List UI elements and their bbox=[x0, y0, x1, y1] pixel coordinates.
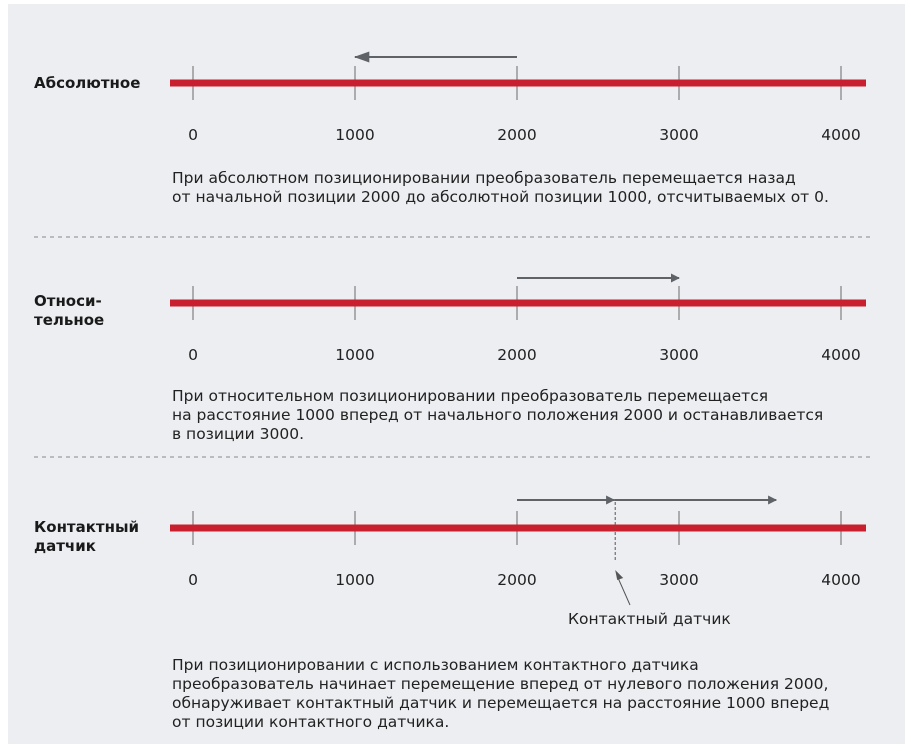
section-label-line: тельное bbox=[34, 311, 105, 329]
description-line: в позиции 3000. bbox=[172, 425, 304, 443]
tick-label: 2000 bbox=[497, 126, 537, 144]
sensor-callout-arrowhead bbox=[615, 570, 623, 580]
description-line: от начальной позиции 2000 до абсолютной позиции 1000, отсчитываемых от 0. bbox=[172, 188, 829, 206]
tick-label: 4000 bbox=[821, 126, 861, 144]
description-line: При относительном позиционировании преобразователь перемещается bbox=[172, 387, 769, 405]
tick-label: 3000 bbox=[659, 346, 699, 364]
description-line: на расстояние 1000 вперед от начального положения 2000 и останавливается bbox=[172, 406, 824, 424]
tick-label: 3000 bbox=[659, 126, 699, 144]
sensor-callout-label: Контактный датчик bbox=[568, 610, 731, 628]
tick-label: 0 bbox=[188, 126, 198, 144]
tick-label: 0 bbox=[188, 346, 198, 364]
description-line: При абсолютном позиционировании преобразователь перемещается назад bbox=[172, 169, 796, 187]
tick-label: 1000 bbox=[335, 126, 375, 144]
tick-label: 4000 bbox=[821, 571, 861, 589]
section-label-line: Абсолютное bbox=[34, 74, 141, 92]
description-line: от позиции контактного датчика. bbox=[172, 713, 450, 731]
tick-label: 3000 bbox=[659, 571, 699, 589]
description-line: обнаруживает контактный датчик и перемещается на расстояние 1000 вперед bbox=[172, 694, 830, 712]
description-relative bbox=[172, 387, 823, 444]
description-touch-sensor bbox=[172, 656, 829, 732]
section-label-absolute bbox=[34, 74, 140, 93]
tick-label: 1000 bbox=[335, 571, 375, 589]
tick-label: 4000 bbox=[821, 346, 861, 364]
tick-label: 1000 bbox=[335, 346, 375, 364]
section-label-line: Контактный bbox=[34, 518, 140, 536]
tick-label: 0 bbox=[188, 571, 198, 589]
section-label-line: датчик bbox=[34, 537, 96, 555]
description-line: преобразователь начинает перемещение вперед от нулевого положения 2000, bbox=[172, 675, 829, 693]
section-label-line: Относи- bbox=[34, 292, 102, 310]
tick-label: 2000 bbox=[497, 571, 537, 589]
section-label-relative bbox=[34, 292, 104, 330]
description-line: При позиционировании с использованием контактного датчика bbox=[172, 656, 699, 674]
tick-label: 2000 bbox=[497, 346, 537, 364]
section-label-touch-sensor bbox=[34, 518, 139, 556]
description-absolute bbox=[172, 169, 829, 207]
sensor-callout-leader bbox=[617, 576, 630, 605]
